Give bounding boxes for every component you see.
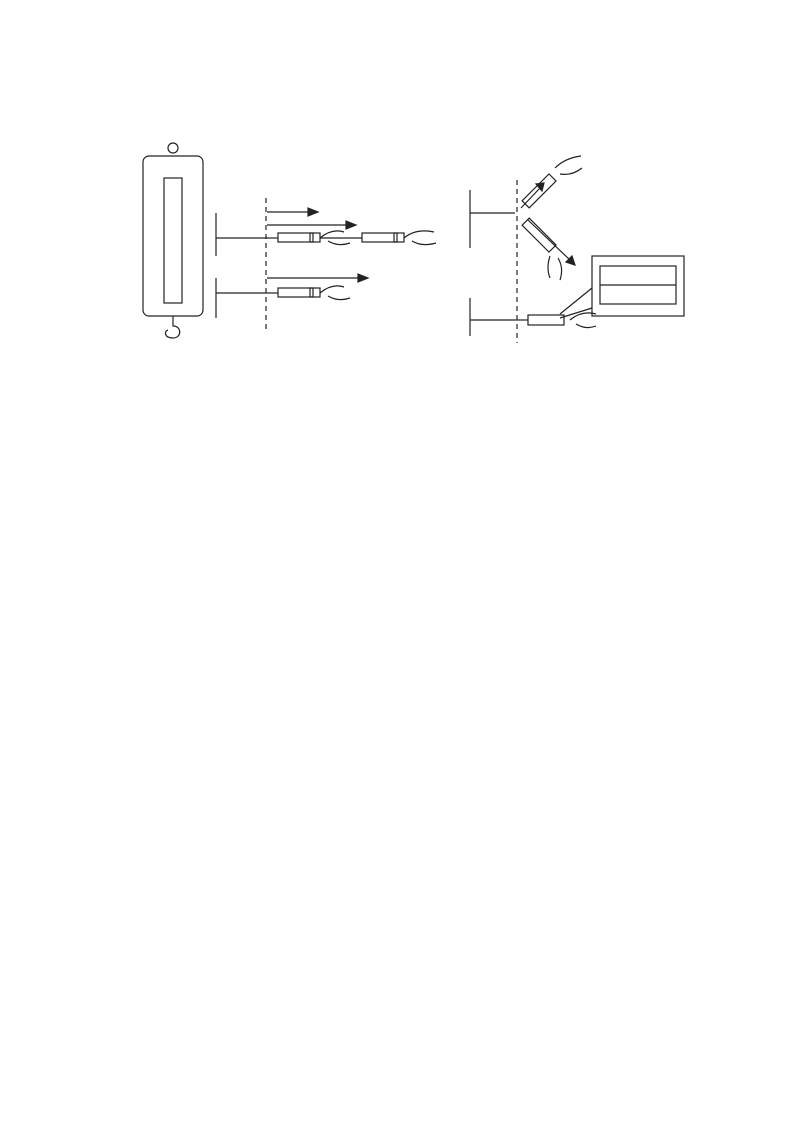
hand-F3 [555,156,582,174]
q3-line4 [138,652,678,672]
scale-slot [164,178,182,303]
meter-F1-cap [310,233,320,242]
q2-line1 [146,500,686,520]
q4-line3 [138,778,678,798]
meter-F2-cap [394,233,404,242]
q4-line4 [138,810,678,830]
hand-F4 [548,256,562,280]
meter-F1 [278,233,313,242]
meter-F3 [522,174,556,208]
scale-hook [165,316,179,338]
q3-answer [138,654,146,670]
meter-F2 [362,233,397,242]
q1-answer-part2 [138,468,146,484]
q2-answer [146,502,154,518]
meter-F-cap [310,288,320,297]
hand-3 [320,286,350,300]
inset-zoom [592,256,684,316]
q4-answer-2 [138,812,158,828]
meter-F4 [522,218,556,252]
arrow-F4 [528,220,570,260]
hand-2 [404,231,436,245]
scale-ring [168,143,178,153]
q1-line2 [138,466,678,486]
figure [130,138,690,383]
meter-F-prime [528,315,564,325]
q1-line1 [146,438,686,458]
q4-answer-1 [138,780,158,796]
q1-answer-part1 [146,440,154,456]
spring-scale-body [143,156,203,316]
meter-F [278,288,313,297]
arrow-F3 [521,188,540,208]
